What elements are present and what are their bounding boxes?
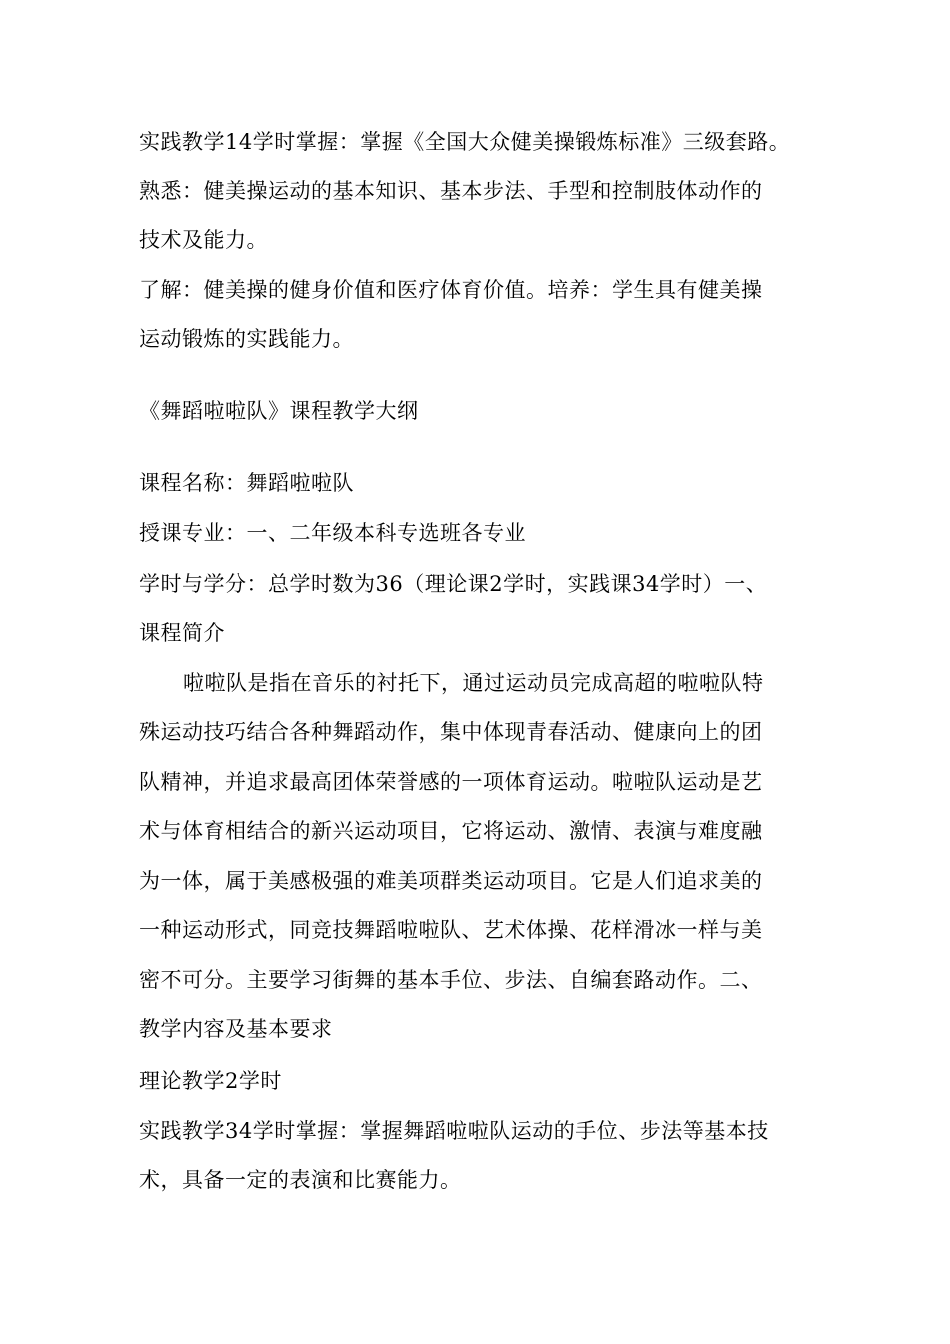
text-line: 学时与学分：总学时数为36（理论课2学时，实践课34学时）一、 bbox=[139, 572, 768, 596]
text-line: 课程名称：舞蹈啦啦队 bbox=[139, 471, 354, 495]
text-line: 啦啦队是指在音乐的衬托下，通过运动员完成高超的啦啦队特 bbox=[183, 671, 764, 695]
text-line: 实践教学34学时掌握：掌握舞蹈啦啦队运动的手位、步法等基本技 bbox=[139, 1119, 769, 1143]
text-line: 术，具备一定的表演和比赛能力。 bbox=[139, 1168, 462, 1192]
text-line: 密不可分。主要学习街舞的基本手位、步法、自编套路动作。二、 bbox=[139, 968, 763, 992]
text-line: 了解：健美操的健身价值和医疗体育价值。培养：学生具有健美操 bbox=[139, 278, 763, 302]
text-line: 运动锻炼的实践能力。 bbox=[139, 327, 354, 351]
section-title: 《舞蹈啦啦队》课程教学大纲 bbox=[139, 399, 419, 423]
text-line: 授课专业：一、二年级本科专选班各专业 bbox=[139, 521, 526, 545]
text-line: 殊运动技巧结合各种舞蹈动作，集中体现青春活动、健康向上的团 bbox=[139, 720, 763, 744]
text-line: 课程简介 bbox=[139, 621, 225, 645]
text-line: 技术及能力。 bbox=[139, 228, 268, 252]
text-line: 实践教学14学时掌握：掌握《全国大众健美操锻炼标准》三级套路。 bbox=[139, 130, 791, 154]
text-line: 熟悉：健美操运动的基本知识、基本步法、手型和控制肢体动作的 bbox=[139, 179, 763, 203]
text-line: 为一体，属于美感极强的难美项群类运动项目。它是人们追求美的 bbox=[139, 869, 763, 893]
text-line: 术与体育相结合的新兴运动项目，它将运动、激情、表演与难度融 bbox=[139, 819, 763, 843]
text-line: 一种运动形式，同竞技舞蹈啦啦队、艺术体操、花样滑冰一样与美 bbox=[139, 918, 763, 942]
text-line: 教学内容及基本要求 bbox=[139, 1017, 333, 1041]
text-line: 理论教学2学时 bbox=[139, 1069, 282, 1093]
text-line: 队精神，并追求最高团体荣誉感的一项体育运动。啦啦队运动是艺 bbox=[139, 770, 763, 794]
